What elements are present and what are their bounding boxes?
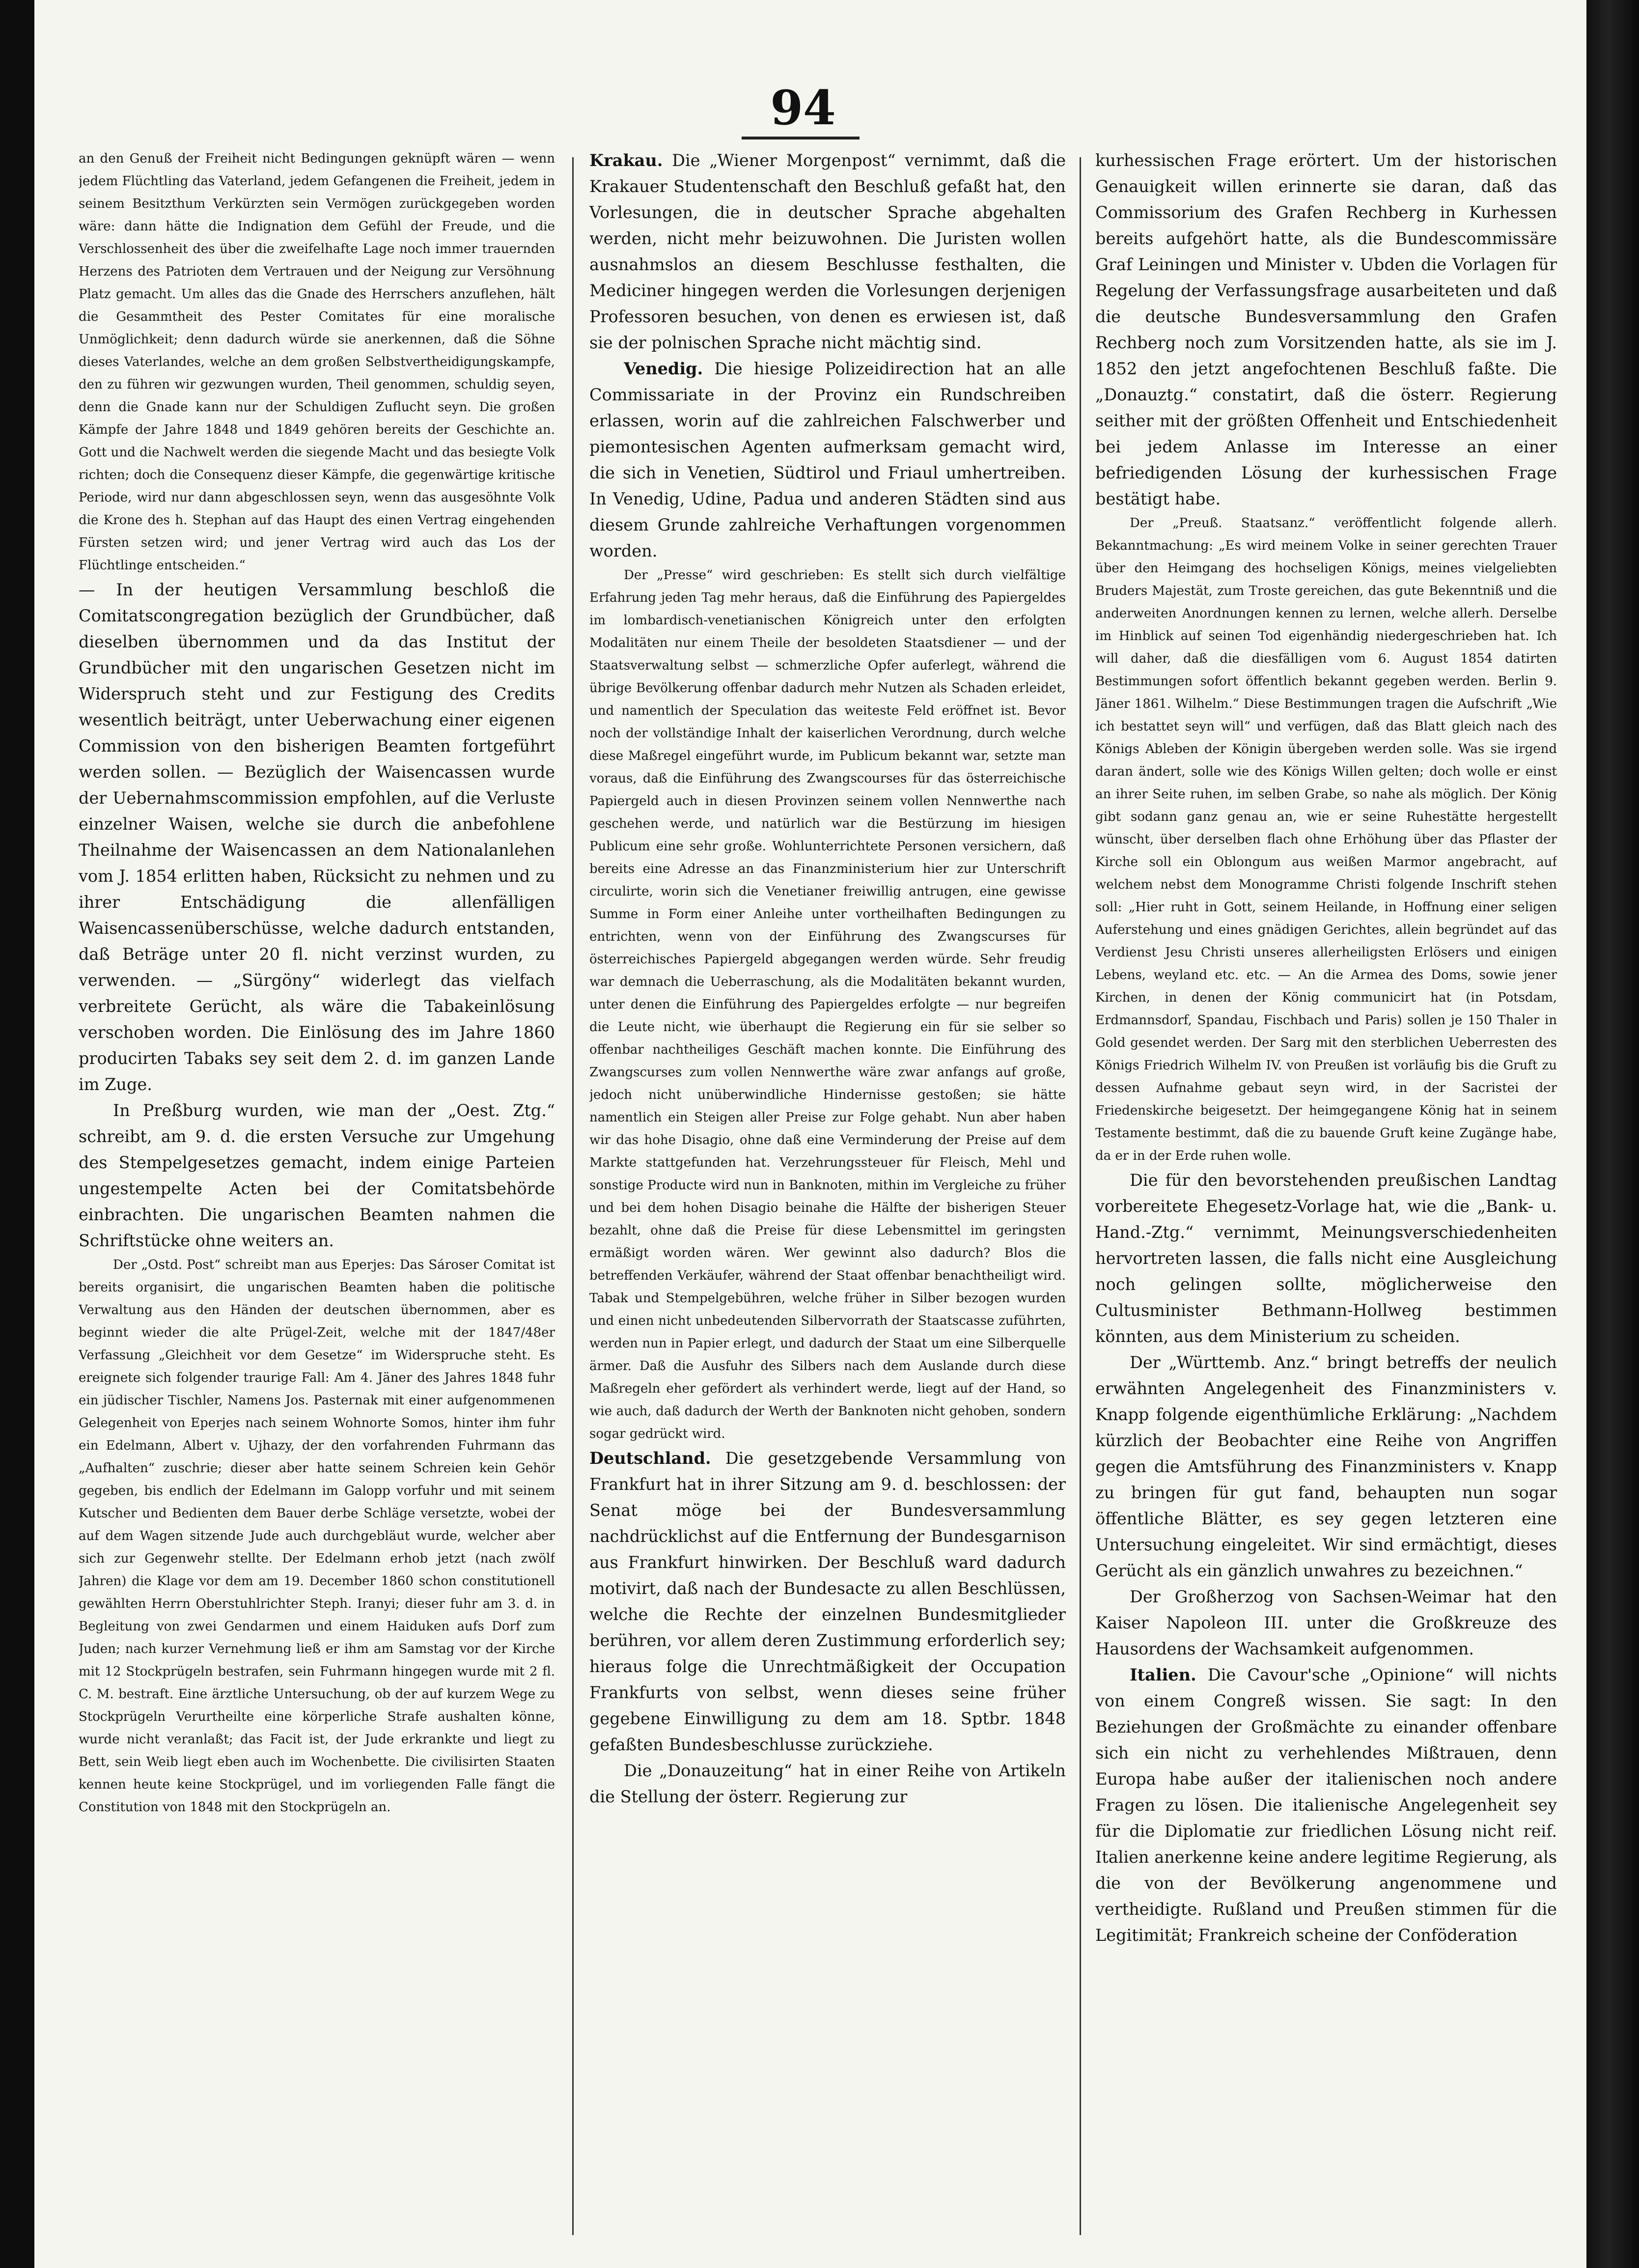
article-paragraph: kurhessischen Frage erörtert. Um der historischen Genauigkeit willen erinnerte sie daran, daß das Commissorium des Grafen Rechberg in Kurhessen bereits aufgehört hatte, als die Bundescommissäre Graf Leiningen und Minister v. Ubden die Vorlagen für Regelung der Verfassungsfrage ausarbeiteten und daß die deutsche Bundesversammlung den Grafen Rechberg noch zum Vorsitzenden hatte, als sie im J. 1852 den jetzt angefochtenen Beschluß faßte. Die „Donauztg.“ constatirt, daß die österr. Regierung seither mit der größten Offenheit und Entschiedenheit bei jedem Anlasse im Interesse an einer befriedigenden Lösung der kurhessischen Frage bestätigt habe.: [1095, 151, 1557, 508]
article-paragraph: Die „Donauzeitung“ hat in einer Reihe von Artikeln die Stellung der österr. Regierung zur: [589, 1761, 1066, 1806]
column-separator: [572, 157, 574, 2235]
article-paragraph: Der „Ostd. Post“ schreibt man aus Eperjes: Das Sároser Comitat ist bereits organisirt, die ungarischen Beamten haben die politische Verwaltung aus den Händen der deutschen übernommen, aber es beginnt wieder die alte Prügel-Zeit, welche mit der 1847/48er Verfassung „Gleichheit vor dem Gesetze“ im Widerspruche steht. Es ereignete sich folgender traurige Fall: Am 4. Jäner des Jahres 1848 fuhr ein jüdischer Tischler, Namens Jos. Pasternak mit einer aufgenommenen Gelegenheit von Eperjes nach seinem Wohnorte Somos, hinter ihm fuhr ein Edelmann, Albert v. Ujhazy, der den vorfahrenden Fuhrmann das „Aufhalten“ zuschrie; dieser aber hatte seinem Schreien kein Gehör gegeben, bis endlich der Edelmann im Galopp vorfuhr und mit seinem Kutscher und Bedienten dem Bauer derbe Schläge versetzte, wobei der auf dem Wagen sitzende Jude auch durchgebläut wurde, welcher aber sich zur Gegenwehr stellte. Der Edelmann erhob jetzt (nach zwölf Jahren) die Klage vor dem am 19. December 1860 schon constitutionell gewählten Herrn Oberstuhlrichter Steph. Iranyi; dieser fuhr am 3. d. in Begleitung von zwei Gendarmen und einem Haiduken aufs Dorf zum Juden; nach kurzer Vernehmung ließ er ihm am Samstag vor der Kirche mit 12 Stockprügeln bestrafen, sein Fuhrmann hingegen wurde mit 2 fl. C. M. bestraft. Eine ärztliche Untersuchung, ob der auf kurzem Wege zu Stockprügeln Verurtheilte eine körperliche Strafe aushalten könne, wurde nicht veranlaßt; das Facit ist, der Jude erkrankte und liegt zu Bett, sein Weib liegt eben auch im Wochenbette. Die civilisirten Staaten kennen heute keine Stockprügel, und im vorliegenden Falle fängt die Constitution von 1848 mit den Stockprügeln an.: [79, 1258, 555, 1815]
section-heading-italien: Italien.: [1130, 1665, 1196, 1684]
article-paragraph: Die für den bevorstehenden preußischen Landtag vorbereitete Ehegesetz-Vorlage hat, wie die „Bank- u. Hand.-Ztg.“ vernimmt, Meinungsverschiedenheiten hervortreten lassen, die falls nicht eine Ausgleichung noch gelingen sollte, möglicherweise den Cultusminister Bethmann-Hollweg bestimmen könnten, aus dem Ministerium zu scheiden.: [1095, 1171, 1557, 1346]
dateline-venedig: Venedig.: [624, 359, 703, 378]
column-separator: [1080, 157, 1081, 2235]
column-right: [1095, 147, 1557, 2235]
article-paragraph: Der „Württemb. Anz.“ bringt betreffs der neulich erwähnten Angelegenheit des Finanzministers v. Knapp folgende eigenthümliche Erklärung: „Nachdem kürzlich der Beobachter eine Reihe von Angriffen gegen die Amtsführung des Finanzministers v. Knapp zu bringen für gut fand, behaupten nun sogar öffentliche Blätter, es sey gegen letzteren eine Untersuchung eingeleitet. Wir sind ermächtigt, dieses Gerücht als ein gänzlich unwahres zu bezeichnen.“: [1095, 1353, 1557, 1580]
article-text: Die hiesige Polizeidirection hat an alle Commissariate in der Provinz ein Rundschreiben erlassen, worin auf die zahlreichen Falschwerber und piemontesischen Agenten aufmerksam gemacht wird, die sich in Venetien, Südtirol und Friaul umhertreiben. In Venedig, Udine, Padua und anderen Städten sind aus diesem Grunde zahlreiche Verhaftungen vorgenommen worden.: [589, 359, 1066, 560]
article-krakau: [589, 147, 1066, 356]
article-paragraph: In Preßburg wurden, wie man der „Oest. Ztg.“ schreibt, am 9. d. die ersten Versuche zur Umgehung des Stempelgesetzes gemacht, indem einige Parteien ungestempelte Acten bei der Comitatsbehörde einbrachten. Die ungarischen Beamten nahmen die Schriftstücke ohne weiters an.: [79, 1101, 555, 1250]
article-deutschland: [589, 1445, 1066, 1758]
article-italien: [1095, 1662, 1557, 1948]
article-text: Die Cavour'sche „Opinione“ will nichts von einem Congreß wissen. Sie sagt: In den Beziehungen der Großmächte zu einander offenbare sich ein nicht zu verhehlendes Mißtrauen, denn Europa habe außer der italienischen noch andere Fragen zu lösen. Die italienische Angelegenheit sey für die Diplomatie zur friedlichen Lösung nicht reif. Italien anerkenne keine andere legitime Regierung, als die von der Bevölkerung angenommene und vertheidigte. Rußland und Preußen stimmen für die Legitimität; Frankreich scheine der Conföderation: [1095, 1665, 1557, 1945]
article-paragraph: Der Großherzog von Sachsen-Weimar hat den Kaiser Napoleon III. unter die Großkreuze des Hausordens der Wachsamkeit aufgenommen.: [1095, 1587, 1557, 1658]
column-left: [79, 147, 555, 2235]
article-paragraph: — In der heutigen Versammlung beschloß die Comitatscongregation bezüglich der Grundbücher, daß dieselben übernommen und da das Institut der Grundbücher mit den ungarischen Gesetzen nicht im Widerspruch steht und zur Festigung des Credits wesentlich beiträgt, unter Ueberwachung einer eigenen Commission von den bisherigen Beamten fortgeführt werden sollen. — Bezüglich der Waisencassen wurde der Uebernahmscommission empfohlen, auf die Verluste einzelner Waisen, welche sie durch die anbefohlene Theilnahme der Waisencassen an dem Nationalanlehen vom J. 1854 erlitten haben, Rücksicht zu nehmen und zu ihrer Entschädigung die allenfälligen Waisencassenüberschüsse, welche dadurch entstanden, daß Beträge unter 20 fl. nicht verzinst wurden, zu verwenden. — „Sürgöny“ widerlegt das vielfach verbreitete Gerücht, als wäre die Tabakeinlösung verschoben worden. Die Einlösung des im Jahre 1860 producirten Tabaks sey seit dem 2. d. im ganzen Lande im Zuge.: [79, 580, 555, 1094]
article-paragraph: Der „Preuß. Staatsanz.“ veröffentlicht folgende allerh. Bekanntmachung: „Es wird meinem Volke in seiner gerechten Trauer über den Heimgang des hochseligen Königs, meines vielgeliebten Bruders Majestät, zum Troste gereichen, das gute Bekenntniß und die anderweiten Anordnungen kennen zu lernen, welche allerh. Derselbe im Hinblick auf seinen Tod eigenhändig niedergeschrieben hat. Ich will daher, daß die diesfälligen vom 6. August 1854 datirten Bestimmungen sofort öffentlich bekannt gegeben werden. Berlin 9. Jäner 1861. Wilhelm.“ Diese Bestimmungen tragen die Aufschrift „Wie ich bestattet seyn will“ und verfügen, daß das Blatt gleich nach des Königs Ableben der Königin übergeben werden solle. Was sie irgend daran ändert, solle wie des Königs Willen gelten; doch wolle er einst an ihrer Seite ruhen, im selben Grabe, so nahe als möglich. Der König gibt sodann ganz genau an, wie er seine Ruhestätte hergestellt wünscht, über derselben flach ohne Erhöhung über das Pflaster der Kirche soll ein Oblongum aus weißen Marmor angebracht, auf welchem nebst dem Monogramme Christi folgende Inschrift stehen soll: „Hier ruht in Gott, seinem Heilande, in Hoffnung einer seligen Auferstehung und eines gnädigen Gerichtes, allein begründet auf das Verdienst Jesu Christi unseres allerheiligsten Erlösers und einigen Lebens, weyland etc. etc. — An die Armea des Doms, sowie jener Kirchen, in denen der König communicirt hat (in Potsdam, Erdmannsdorf, Spandau, Fischbach und Paris) sollen je 150 Thaler in Gold gesendet werden. Der Sarg mit den sterblichen Ueberresten des Königs Friedrich Wilhelm IV. von Preußen ist vorläufig bis die Gruft zu dessen Aufnahme gebaut seyn wird, in der Sacristei der Friedenskirche beigesetzt. Der heimgegangene König hat in seinem Testamente bestimmt, daß die zu bauende Gruft keine Zugänge habe, da er in der Erde ruhen wolle.: [1095, 516, 1557, 1163]
article-text: Die gesetzgebende Versammlung von Frankfurt hat in ihrer Sitzung am 9. d. beschlossen: der Senat möge bei der Bundesversammlung nachdrücklichst auf die Entfernung der Bundesgarnison aus Frankfurt hinwirken. Der Beschluß ward dadurch motivirt, daß nach der Bundesacte zu allen Beschlüssen, welche die Rechte der einzelnen Bundesmitglieder berühren, vor allem deren Zustimmung erforderlich sey; hieraus folge die Unrechtmäßigkeit der Occupation Frankfurts von selbst, wenn dieses seine früher gegebene Einwilligung zu dem am 18. Sptbr. 1848 gefaßten Bundesbeschlusse zurückziehe.: [589, 1449, 1066, 1754]
section-heading-deutschland: Deutschland.: [589, 1449, 711, 1468]
page-number: 94: [770, 80, 836, 136]
article-venedig: [589, 356, 1066, 564]
column-middle: [589, 147, 1066, 2235]
article-paragraph: an den Genuß der Freiheit nicht Bedingungen geknüpft wären — wenn jedem Flüchtling das Vaterland, jedem Gefangenen die Freiheit, jedem in seinem Besitzthum Verkürzten sein Vermögen zurückgegeben worden wäre: dann hätte die Indignation dem Gefühl der Freude, und die Verschlossenheit des über die zweifelhafte Lage noch immer trauernden Herzens des Patrioten dem Vertrauen und der Neigung zur Versöhnung Platz gemacht. Um alles das die Gnade des Herrschers anzuflehen, hält die Gesammtheit des Pester Comitates für eine moralische Unmöglichkeit; denn dadurch würde sie anerkennen, daß die Söhne dieses Vaterlandes, welche an dem großen Selbstvertheidigungskampfe, den zu führen wir gezwungen wurden, Theil genommen, schuldig seyen, denn die Gnade kann nur der Schuldigen Zuflucht seyn. Die großen Kämpfe der Jahre 1848 und 1849 gehören bereits der Geschichte an. Gott und die Nachwelt werden die siegende Macht und das besiegte Volk richten; doch die Consequenz dieser Kämpfe, die gegenwärtige kritische Periode, wird nur dann abgeschlossen seyn, wenn das ausgesöhnte Volk die Krone des h. Stephan auf das Haupt des einen Vertrag eingehenden Fürsten setzen wird; und jener Vertrag wird auch das Los der Flüchtlinge entscheiden.“: [79, 151, 555, 573]
article-paragraph: Der „Presse“ wird geschrieben: Es stellt sich durch vielfältige Erfahrung jeden Tag mehr heraus, daß die Einführung des Papiergeldes im lombardisch-venetianischen Königreich unter den erfolgten Modalitäten nur einem Theile der besoldeten Staatsdiener — und der Staatsverwaltung selbst — schmerzliche Opfer auferlegt, während die übrige Bevölkerung offenbar dadurch mehr Nutzen als Schaden erleidet, und namentlich der Speculation das weiteste Feld eröffnet ist. Bevor noch der vollständige Inhalt der kaiserlichen Verordnung, durch welche diese Maßregel eingeführt wurde, im Publicum bekannt war, setzte man voraus, daß die Einführung des Zwangscourses für das österreichische Papiergeld auch in diesen Provinzen seinem vollen Nennwerthe nach geschehen werde, und natürlich war die Bestürzung im hiesigen Publicum eine sehr große. Wohlunterrichtete Personen versichern, daß bereits eine Adresse an das Finanzministerium hier zur Unterschrift circulirte, worin sich die Venetianer freiwillig antrugen, eine gewisse Summe in Form einer Anleihe unter vortheilhaften Bedingungen zu entrichten, wenn von der Einführung des Zwangscurses für österreichisches Papiergeld abgegangen werden würde. Sehr freudig war demnach die Ueberraschung, als die Modalitäten bekannt wurden, unter denen die Einführung des Papiergeldes erfolgte — nur begreifen die Leute nicht, wie überhaupt die Regierung ein für sie selber so offenbar nachtheiliges Geschäft machen konnte. Die Einführung des Zwangscurses zum vollen Nennwerthe wäre zwar anfangs auf große, jedoch nicht unüberwindliche Hindernisse gestoßen; sie hätte namentlich ein Steigen aller Preise zur Folge gehabt. Nun aber haben wir das hohe Disagio, ohne daß eine Verminderung der Preise auf dem Markte stattgefunden hat. Verzehrungssteuer für Fleisch, Mehl und sonstige Producte wird nun in Banknoten, mithin im Vergleiche zu früher und bei dem hohen Disagio beinahe die Hälfte der bisherigen Steuer bezahlt, ohne daß die Preise für diese Lebensmittel im geringsten ermäßigt worden wären. Wer gewinnt also dadurch? Blos die betreffenden Verkäufer, während der Staat offenbar benachtheiligt wird. Tabak und Stempelgebühren, welche früher in Silber bezogen wurden und einen nicht unbedeutenden Silbervorrath der Staatscasse zuführten, werden nun in Papier erlegt, und dadurch der Staat um eine Silberquelle ärmer. Daß die Ausfuhr des Silbers nach dem Auslande durch diese Maßregeln eher gefördert als verhindert werde, liegt auf der Hand, so wie auch, daß dadurch der Werth der Banknoten nicht gehoben, sondern sogar gedrückt wird.: [589, 568, 1066, 1441]
dateline-krakau: Krakau.: [589, 151, 663, 170]
article-text: Die „Wiener Morgenpost“ vernimmt, daß die Krakauer Studentenschaft den Beschluß gefaßt hat, den Vorlesungen, die in deutscher Sprache abgehalten werden, nicht mehr beizuwohnen. Die Juristen wollen ausnahmslos an diesem Beschlusse festhalten, die Mediciner hingegen werden die Vorlesungen derjenigen Professoren besuchen, von denen es erwiesen ist, daß sie der polnischen Sprache nicht mächtig sind.: [589, 151, 1066, 352]
page-binding-edge: [1587, 0, 1639, 2268]
page-number-rule: [742, 137, 860, 140]
